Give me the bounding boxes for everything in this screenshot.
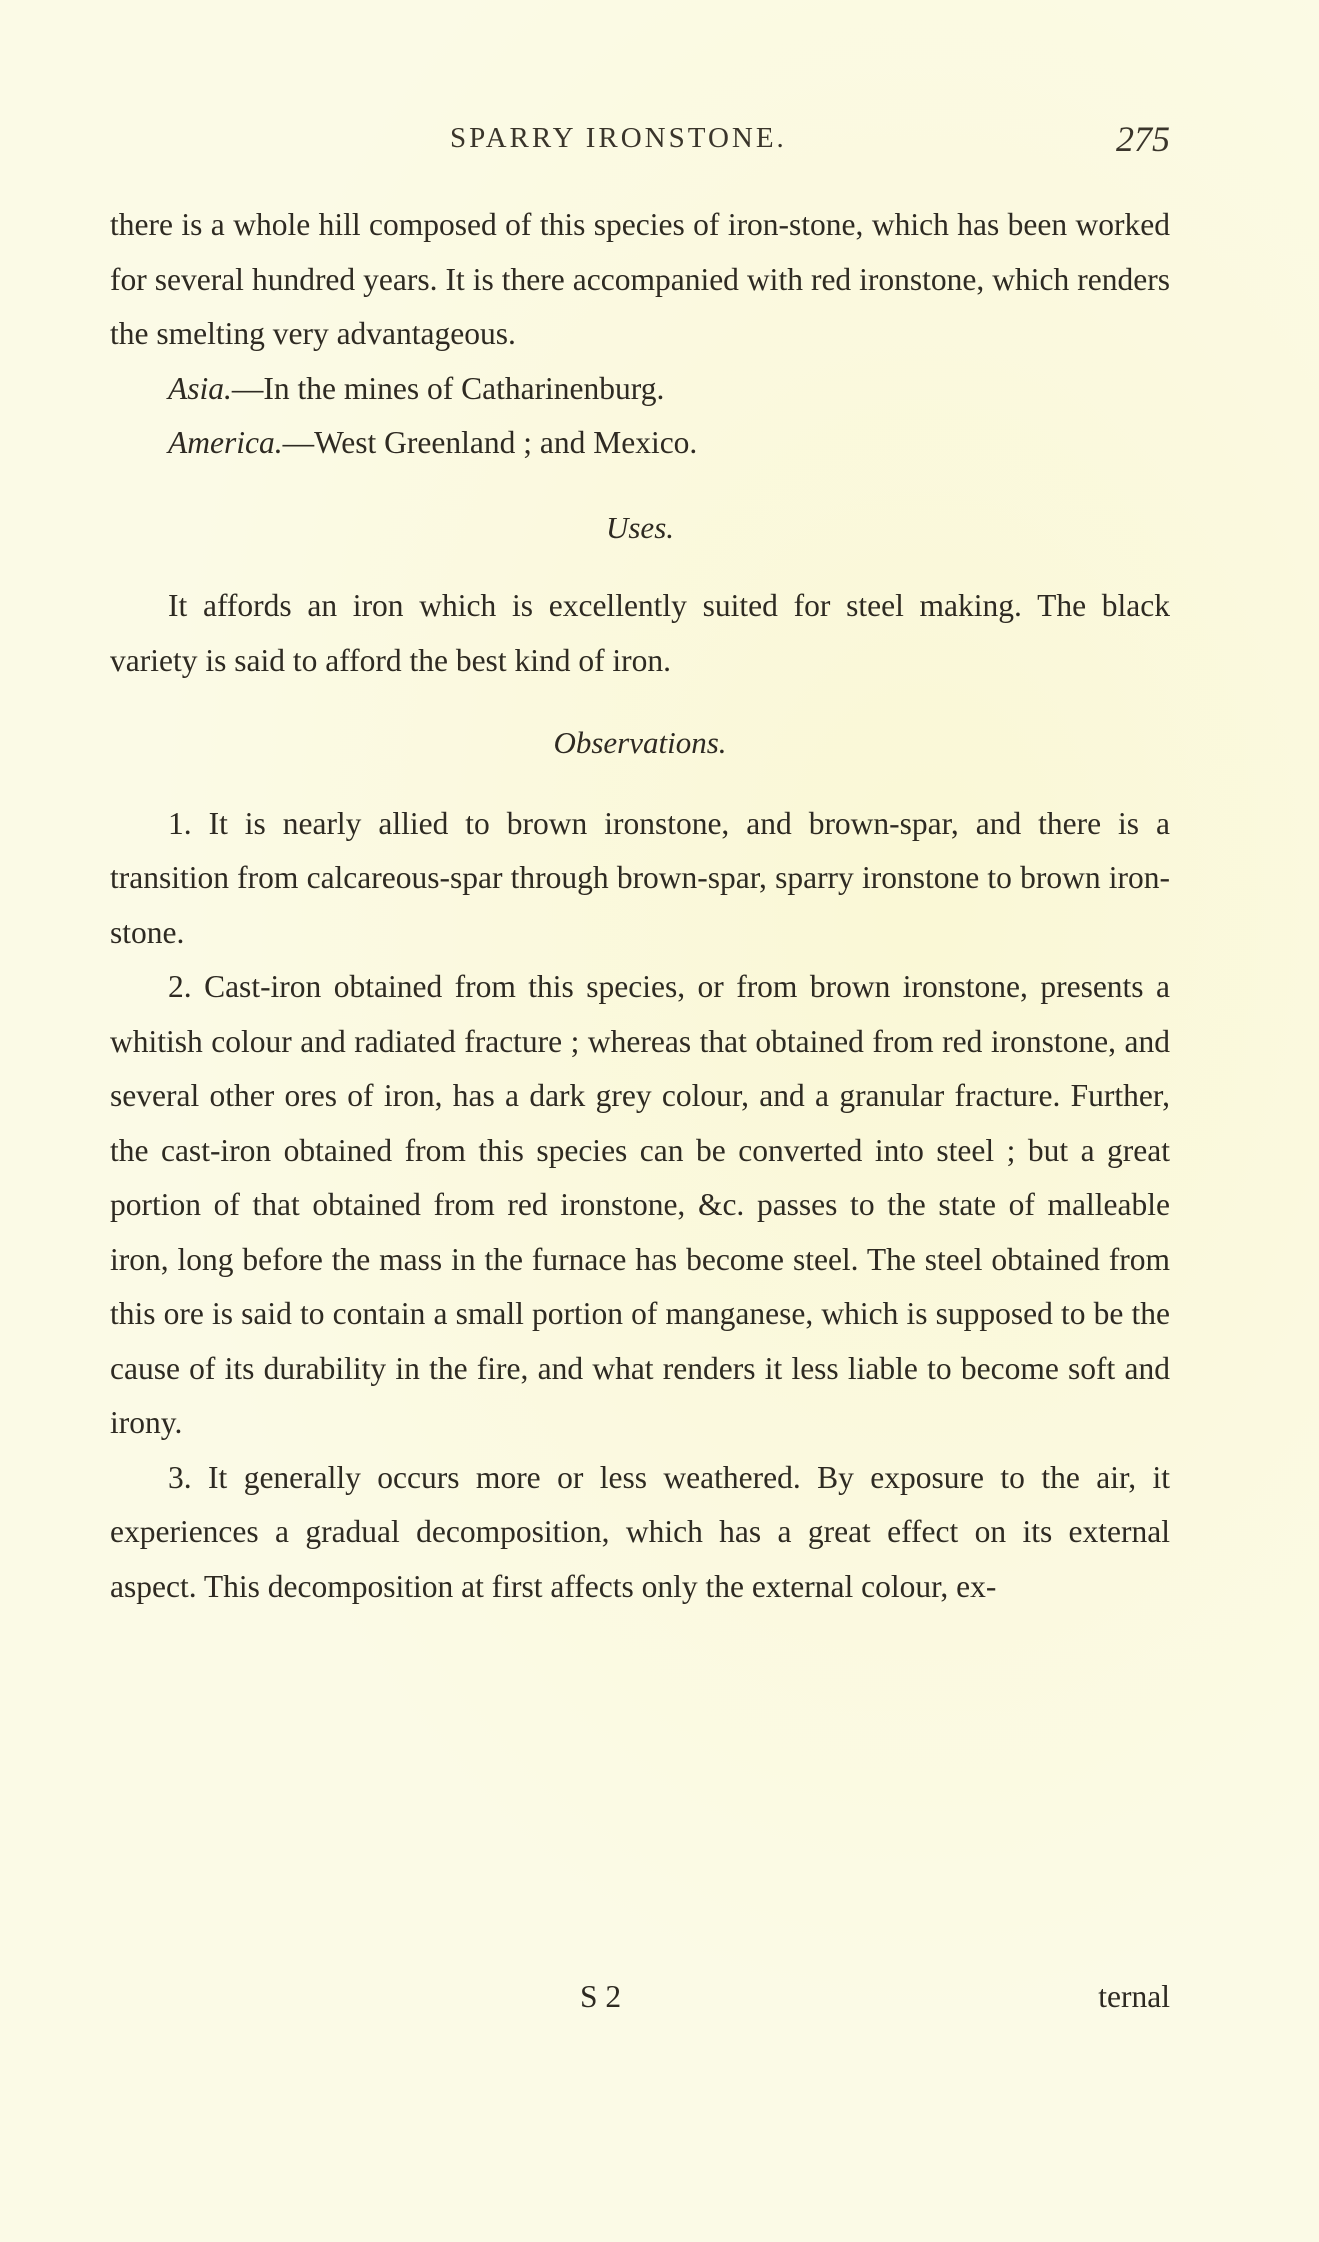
signature-mark: S 2	[580, 1979, 622, 2014]
asia-label: Asia.	[168, 370, 232, 406]
running-head: SPARRY IRONSTONE.	[450, 122, 787, 154]
paragraph-uses: It affords an iron which is excellently suited for steel making. The black variety is said to afford the best kind of iron.	[110, 588, 1170, 678]
paragraph-america	[110, 416, 1170, 471]
asia-text: —In the mines of Catharinenburg.	[231, 370, 665, 406]
body-text	[110, 198, 1170, 1614]
catchword: ternal	[1098, 1979, 1170, 2014]
america-label: America.	[168, 425, 283, 460]
page-header	[110, 119, 1170, 172]
page-footer	[110, 1979, 1170, 2029]
page-number: 275	[1116, 119, 1170, 159]
section-title-observations: Observations.	[553, 725, 727, 760]
section-title-uses: Uses.	[605, 509, 675, 545]
observation-item-3: 3. It generally occurs more or less weathered. By exposure to the air, it experiences a gradual decomposition, which has a great effect on its external aspect. This decomposition at first affects only the external colour, ex-	[110, 1459, 1170, 1604]
america-text: —West Greenland ; and Mexico.	[282, 425, 698, 460]
observation-item-2: 2. Cast-iron obtained from this species, or from brown ironstone, presents a whitish colour and radiated fracture ; whereas that obtained from red ironstone, and several other ores of iron, has a dark grey colour, and a granular fracture. Further, the cast-iron obtained from this species can be converted into steel ; but a great portion of that obtained from red ironstone, &c. passes to the state of malleable iron, long before the mass in the furnace has become steel. The steel obtained from this ore is said to contain a small portion of manganese, which is supposed to be the cause of its durability in the fire, and what renders it less liable to become soft and irony.	[110, 969, 1170, 1440]
paragraph-locality: there is a whole hill composed of this species of iron-stone, which has been worked for several hundred years. It is there accompanied with red ironstone, which renders the smelting very advantageous.	[110, 207, 1170, 351]
paragraph-asia	[110, 362, 1170, 417]
observation-item-1: 1. It is nearly allied to brown ironstone, and brown-spar, and there is a transition from calcareous-spar through brown-spar, sparry ironstone to brown iron-stone.	[110, 805, 1170, 950]
